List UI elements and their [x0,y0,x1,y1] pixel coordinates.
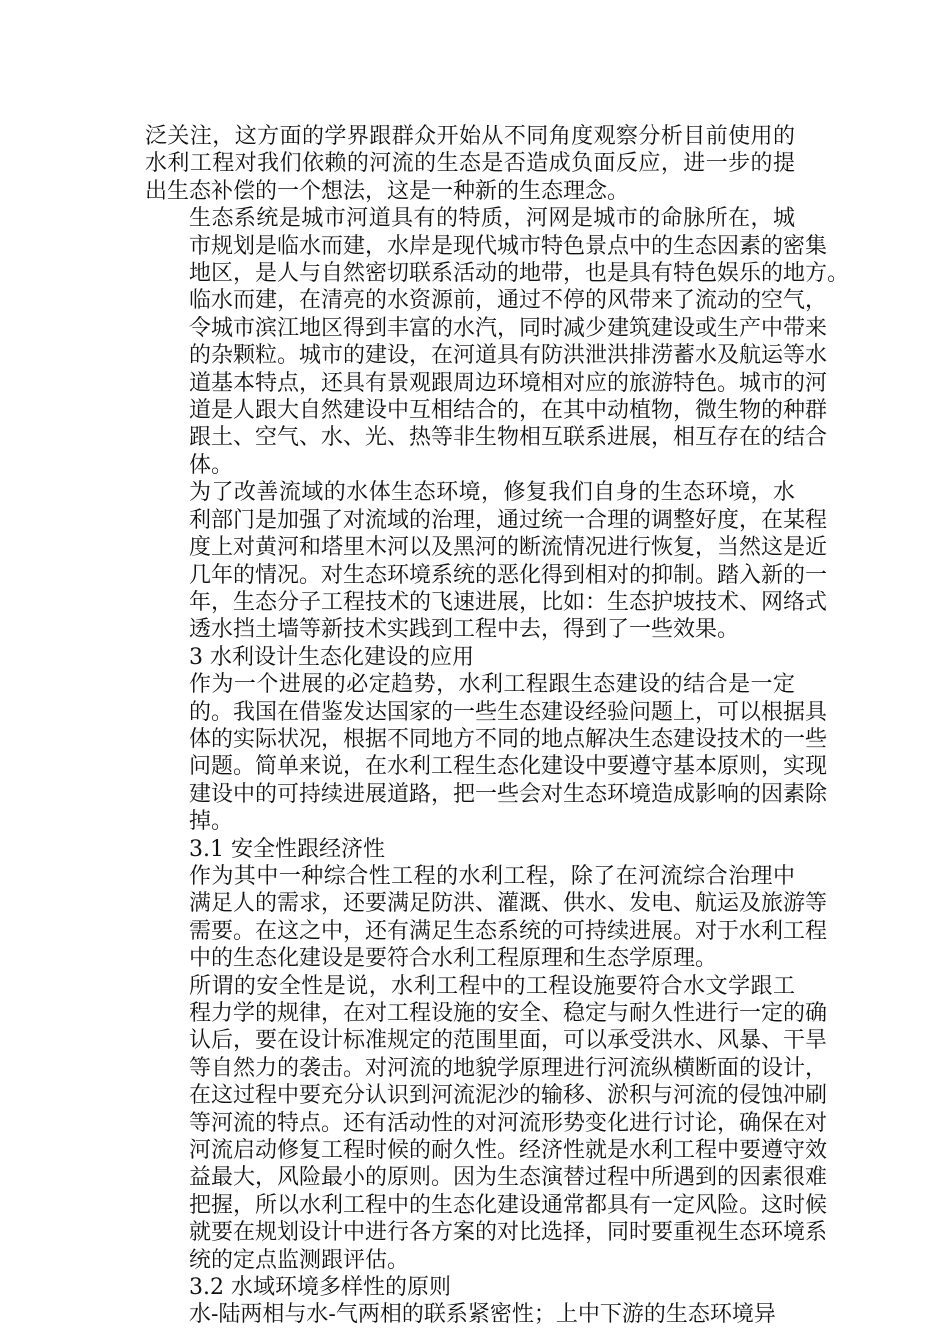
text-line: 地区，是人与自然密切联系活动的地带，也是具有特色娱乐的地方。 [189,261,850,287]
text-line: 跟土、空气、水、光、热等非生物相互联系进展，相互存在的结合 [189,425,828,451]
paragraph [145,973,828,1274]
text-line: 问题。简单来说，在水利工程生态化建设中要遵守基本原则，实现 [189,754,828,780]
text-line: 河流启动修复工程时候的耐久性。经济性就是水利工程中要遵守效 [189,1138,828,1164]
text-line: 透水挡土墙等新技术实践到工程中去，得到了一些效果。 [189,617,740,643]
text-line: 满足人的需求，还要满足防洪、灌溉、供水、发电、航运及旅游等 [189,891,828,917]
text-line: 在这过程中要充分认识到河流泥沙的输移、淤积与河流的侵蚀冲刷 [189,1083,828,1109]
text-line: 市规划是临水而建，水岸是现代城市特色景点中的生态因素的密集 [189,233,828,259]
text-line: 把握，所以水利工程中的生态化建设通常都具有一定风险。这时候 [189,1192,828,1218]
text-line: 需要。在这之中，还有满足生态系统的可持续进展。对于水利工程 [189,918,828,944]
text-line: 的。我国在借鉴发达国家的一些生态建设经验问题上，可以根据具 [189,699,828,725]
text-line: 建设中的可持续进展道路，把一些会对生态环境造成影响的因素除 [189,781,828,807]
text-line: 3.2 水域环境多样性的原则 [189,1275,451,1301]
text-line: 体。 [189,452,234,478]
text-line: 道基本特点，还具有景观跟周边环境相对应的旅游特色。城市的河 [189,370,828,396]
paragraph [145,836,795,863]
text-line: 体的实际状况，根据不同地方不同的地点解决生态建设技术的一些 [189,726,828,752]
text-line: 等河流的特点。还有活动性的对河流形势变化进行讨论，确保在对 [189,1110,828,1136]
text-line: 所谓的安全性是说，水利工程中的工程设施要符合水文学跟工 [189,973,795,999]
text-line: 令城市滨江地区得到丰富的水汽，同时减少建筑建设或生产中带来 [189,315,828,341]
document-page [145,123,850,1329]
paragraph [145,479,828,643]
text-line: 临水而建，在清亮的水资源前，通过不停的风带来了流动的空气， [189,288,828,314]
text-line: 水-陆两相与水-气两相的联系紧密性；上中下游的生态环境异 [189,1302,776,1328]
text-line: 利部门是加强了对流域的治理，通过统一合理的调整好度，在某程 [189,507,828,533]
text-line: 作为一个进展的必定趋势，水利工程跟生态建设的结合是一定 [189,672,795,698]
text-line: 3 水利设计生态化建设的应用 [189,644,474,670]
paragraph [145,1301,795,1328]
text-line: 生态系统是城市河道具有的特质，河网是城市的命脉所在，城 [189,206,795,232]
text-line: 益最大，风险最小的原则。因为生态演替过程中所遇到的因素很难 [189,1165,828,1191]
text-line: 道是人跟大自然建设中互相结合的，在其中动植物，微生物的种群 [189,398,828,424]
paragraph [145,123,795,205]
text-line: 掉。 [189,809,234,835]
text-line: 几年的情况。对生态环境系统的恶化得到相对的抑制。踏入新的一 [189,562,828,588]
paragraph [145,671,828,835]
paragraph [145,863,828,973]
text-line: 认后，要在设计标准规定的范围里面，可以承受洪水、风暴、干旱 [189,1028,828,1054]
text-line: 程力学的规律，在对工程设施的安全、稳定与耐久性进行一定的确 [189,1001,828,1026]
paragraph [145,644,795,671]
text-line: 3.1 安全性跟经济性 [189,836,385,862]
text-line: 就要在规划设计中进行各方案的对比选择，同时要重视生态环境系 [189,1220,828,1246]
paragraph [145,1274,795,1301]
text-line: 年，生态分子工程技术的飞速进展，比如：生态护坡技术、网络式 [189,589,828,615]
text-line: 等自然力的袭击。对河流的地貌学原理进行河流纵横断面的设计， [189,1055,828,1081]
text-line: 泛关注，这方面的学界跟群众开始从不同角度观察分析目前使用的 [145,124,795,149]
text-line: 水利工程对我们依赖的河流的生态是否造成负面反应，进一步的提 [145,151,795,177]
text-line: 统的定点监测跟评估。 [189,1247,410,1273]
text-line: 度上对黄河和塔里木河以及黑河的断流情况进行恢复，当然这是近 [189,535,828,561]
paragraph [145,205,850,479]
text-line: 的杂颗粒。城市的建设，在河道具有防洪泄洪排涝蓄水及航运等水 [189,343,828,369]
text-line: 为了改善流域的水体生态环境，修复我们自身的生态环境，水 [189,480,795,506]
text-line: 中的生态化建设是要符合水利工程原理和生态学原理。 [189,946,718,972]
text-line: 出生态补偿的一个想法，这是一种新的生态理念。 [145,178,630,204]
text-line: 作为其中一种综合性工程的水利工程，除了在河流综合治理中 [189,863,795,889]
